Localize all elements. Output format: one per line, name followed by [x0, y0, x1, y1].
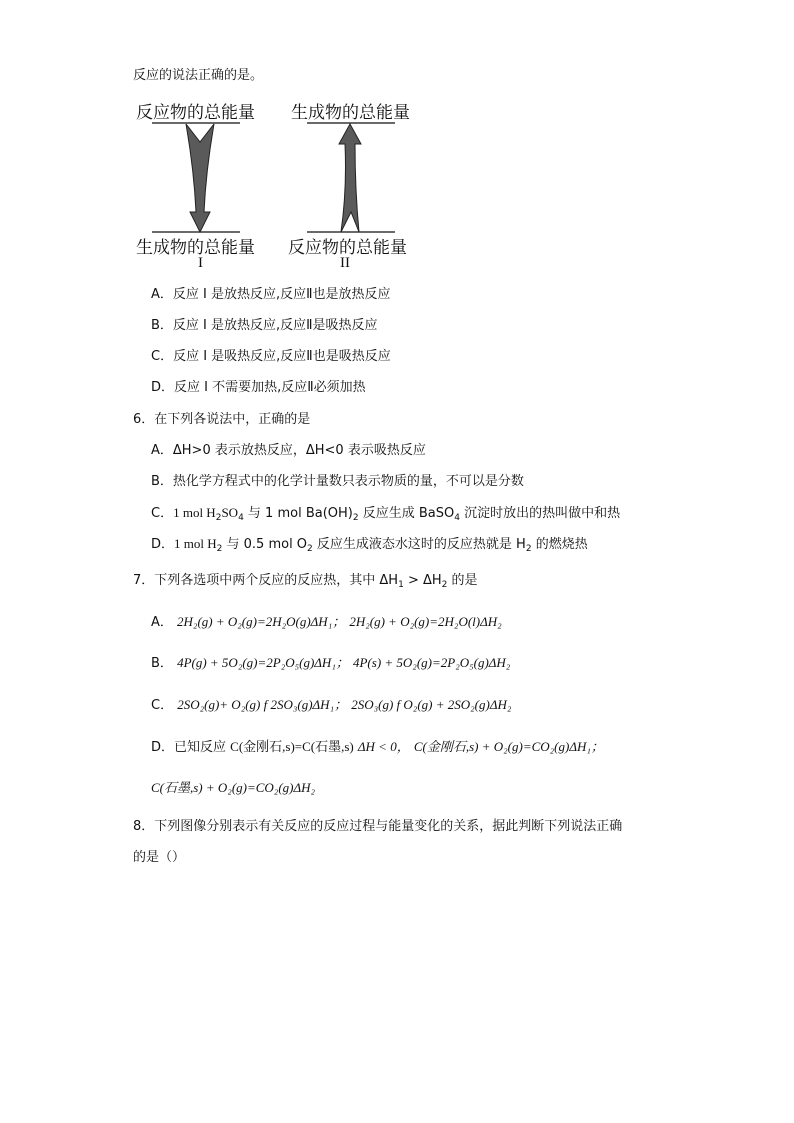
q6-stem: 6．在下列各说法中，正确的是 [133, 412, 311, 427]
q6-option-a: A．ΔH>0 表示放热反应，ΔH<0 表示吸热反应 [151, 443, 426, 458]
q7-b-eq2: 4P(s) + 5O₂(g)=2P₂O₅(g)ΔH₂ [352, 655, 511, 670]
q8-stem-line1: 8．下列图像分别表示有关反应的反应过程与能量变化的关系，据此判断下列说法正确 [133, 819, 623, 834]
diagram-arrows [0, 0, 794, 300]
q6-option-b: B．热化学方程式中的化学计量数只表示物质的量，不可以是分数 [151, 474, 524, 489]
diagram-I-bottom-label: 生成物的总能量 [136, 238, 255, 258]
q7-c-eq2: 2SO₃(g) f O₂(g) + 2SO₂(g)ΔH₂ [351, 697, 512, 712]
diagram-I-label: I [198, 255, 203, 271]
q7-d-eq1: C(金刚石,s) + O₂(g)=CO₂(g)ΔH₁； [413, 739, 604, 754]
q7-a-eq1: 2H₂(g) + O₂(g)=2H₂O(g)ΔH₁； [177, 614, 346, 629]
q7-option-d: D．已知反应 C(金刚石,s)=C(石墨,s) ΔH < 0， C(金刚石,s) + O₂(g)=CO₂(g)ΔH₁； [151, 739, 604, 755]
q7-option-c: C． 2SO₂(g)+ O₂(g) f 2SO₃(g)ΔH₁； 2SO₃(g) f O₂(g) + 2SO₂(g)ΔH₂ [151, 697, 512, 713]
q6-option-d: D．1 mol $H_2$ 与 0.5 mol $O_2$ 反应生成液态水这时的反应热就是 $H_2$ 的燃烧热 [151, 536, 588, 554]
q7-b-eq1: 4P(g) + 5O₂(g)=2P₂O₅(g)ΔH₁； [177, 655, 349, 670]
q7-d-eq2: C(石墨,s) + O₂(g)=CO₂(g)ΔH₂ [151, 780, 316, 795]
q7-d-cond: ΔH < 0， [357, 739, 410, 754]
q7-option-d-cont [151, 779, 315, 798]
q7-a-eq2: 2H₂(g) + O₂(g)=2H₂O(l)ΔH₂ [349, 614, 502, 629]
q5-option-c: C．反应 I 是吸热反应,反应Ⅱ也是吸热反应 [151, 349, 391, 364]
arrow-down-icon [186, 124, 214, 232]
q6-option-c: C．1 mol $H_2SO_4$ 与 1 mol $Ba(OH)_2$ 反应生成 BaSO$_4$ 沉淀时放出的热叫做中和热 [151, 505, 621, 523]
q5-option-d: D．反应 I 不需要加热,反应Ⅱ必须加热 [151, 380, 366, 395]
diagram-II-label: II [340, 255, 350, 271]
arrow-up-icon [339, 124, 361, 232]
q7-option-b: B． 4P(g) + 5O₂(g)=2P₂O₅(g)ΔH₁； 4P(s) + 5O₂(g)=2P₂O₅(g)ΔH₂ [151, 655, 511, 671]
q7-stem: 7．下列各选项中两个反应的反应热，其中 $\Delta H_1 > \Delta H_2$ 的是 [133, 573, 478, 590]
diagram-I-top-label: 反应物的总能量 [136, 103, 255, 123]
q5-option-a: A．反应 I 是放热反应,反应Ⅱ也是放热反应 [151, 287, 391, 302]
diagram-II-top-label: 生成物的总能量 [291, 103, 410, 123]
q7-option-a: A． 2H₂(g) + O₂(g)=2H₂O(g)ΔH₁； 2H₂(g) + O₂(g)=2H₂O(l)ΔH₂ [151, 614, 502, 630]
intro-text: 反应的说法正确的是。 [133, 68, 264, 83]
q7-d-eq0: C(金刚石,s)=C(石墨,s) [230, 739, 354, 754]
q5-option-b: B．反应 I 是放热反应,反应Ⅱ是吸热反应 [151, 318, 378, 333]
diagram-II-bottom-label: 反应物的总能量 [288, 238, 407, 258]
q8-stem-line2: 的是（） [133, 850, 186, 865]
q7-c-eq1: 2SO₂(g)+ O₂(g) f 2SO₃(g)ΔH₁； [177, 697, 348, 712]
